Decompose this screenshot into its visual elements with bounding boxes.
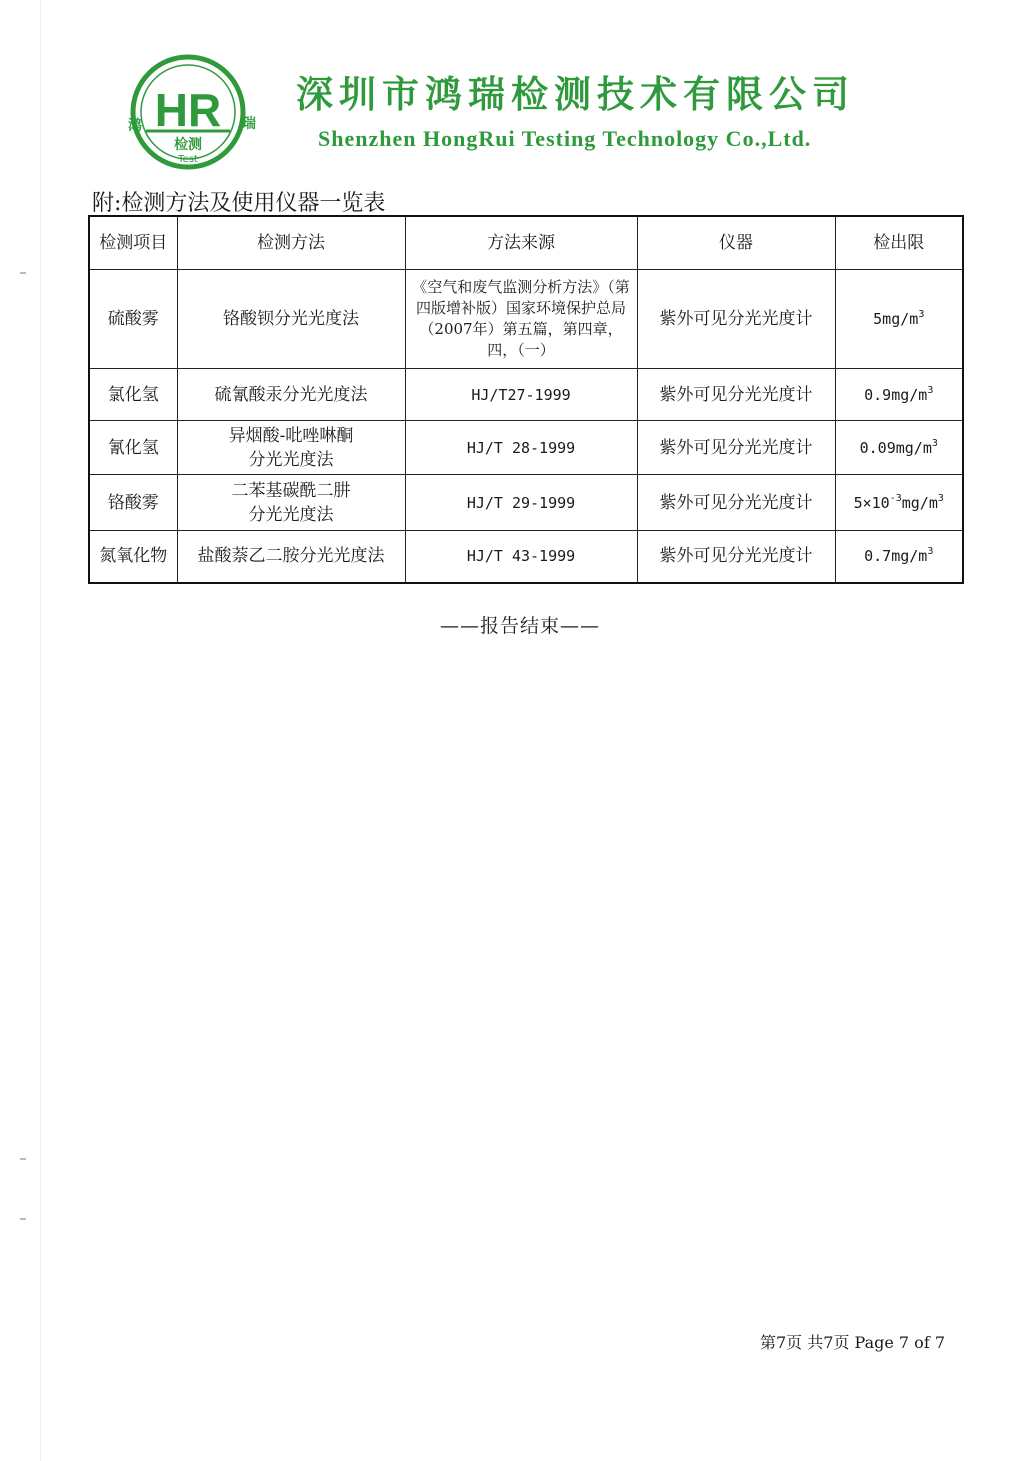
limit-sup: 3 [927,384,934,396]
table-row [89,475,963,531]
logo-sub-cn: 检测 [174,137,202,153]
cell-limit [835,475,963,531]
cell-method: 硫氰酸汞分光光度法 [177,369,405,421]
cell-instrument: 紫外可见分光光度计 [637,475,835,531]
logo-sub-en: Test [178,154,198,165]
method-line: 分光光度法 [248,449,334,470]
cell-instrument: 紫外可见分光光度计 [637,531,835,583]
report-end-marker: ——报告结束—— [440,615,601,637]
limit-value: 5mg/m [873,310,919,328]
methods-table [88,215,964,584]
cell-limit [835,369,963,421]
logo-left-char: 鸿 [128,118,142,134]
appendix-title: 附:检测方法及使用仪器一览表 [92,191,386,216]
limit-prefix: 5×10 [853,493,890,512]
cell-method [177,421,405,475]
logo-right-char: 瑞 [242,116,256,132]
header-method: 检测方法 [177,216,405,270]
cell-limit [835,531,963,583]
table-row [89,270,963,369]
cell-source: HJ/T27-1999 [405,369,637,421]
limit-value: mg/m [901,493,938,512]
cell-limit [835,421,963,475]
cell-item: 氯化氢 [89,369,177,421]
method-line: 异烟酸-吡唑啉酮 [228,425,354,446]
cell-item: 铬酸雾 [89,475,177,531]
cell-source: HJ/T 28-1999 [405,421,637,475]
cell-item: 氰化氢 [89,421,177,475]
cell-item: 氮氧化物 [89,531,177,583]
cell-limit [835,270,963,369]
company-name-en: Shenzhen HongRui Testing Technology Co.,Ltd. [318,126,812,151]
header-item: 检测项目 [89,216,177,270]
limit-value: 0.7mg/m [864,547,928,566]
scan-edge-line [40,0,41,1461]
cell-method: 铬酸钡分光光度法 [177,270,405,369]
cell-method [177,475,405,531]
cell-instrument: 紫外可见分光光度计 [637,421,835,475]
company-logo [120,52,260,177]
cell-method: 盐酸萘乙二胺分光光度法 [177,531,405,583]
table-row [89,369,963,421]
limit-sup: 3 [931,437,938,449]
limit-sup: 3 [927,546,934,558]
table-row [89,531,963,583]
limit-sup: 3 [937,492,944,504]
cell-source: HJ/T 43-1999 [405,531,637,583]
cell-instrument: 紫外可见分光光度计 [637,270,835,369]
method-line: 分光光度法 [248,504,334,525]
header-instrument: 仪器 [637,216,835,270]
company-name-cn: 深圳市鸿瑞检测技术有限公司 [296,72,855,116]
logo-hr-text: HR [154,84,222,136]
scan-mark [20,272,26,274]
cell-source: 《空气和废气监测分析方法》（第四版增补版）国家环境保护总局（2007年）第五篇，第四章，四，（一） [405,270,637,369]
scan-mark [20,1158,26,1160]
limit-prefix-sup: -3 [889,492,902,504]
table-header-row [89,216,963,270]
method-line: 二苯基碳酰二肼 [231,480,351,501]
page-number: 第7页 共7页 Page 7 of 7 [760,1333,946,1352]
scan-mark [20,1218,26,1220]
cell-instrument: 紫外可见分光光度计 [637,369,835,421]
header-source: 方法来源 [405,216,637,270]
table-row [89,421,963,475]
limit-value: 0.09mg/m [859,438,932,457]
cell-item: 硫酸雾 [89,270,177,369]
header-limit: 检出限 [835,216,963,270]
limit-sup: 3 [918,309,925,320]
cell-source: HJ/T 29-1999 [405,475,637,531]
limit-value: 0.9mg/m [864,385,928,404]
